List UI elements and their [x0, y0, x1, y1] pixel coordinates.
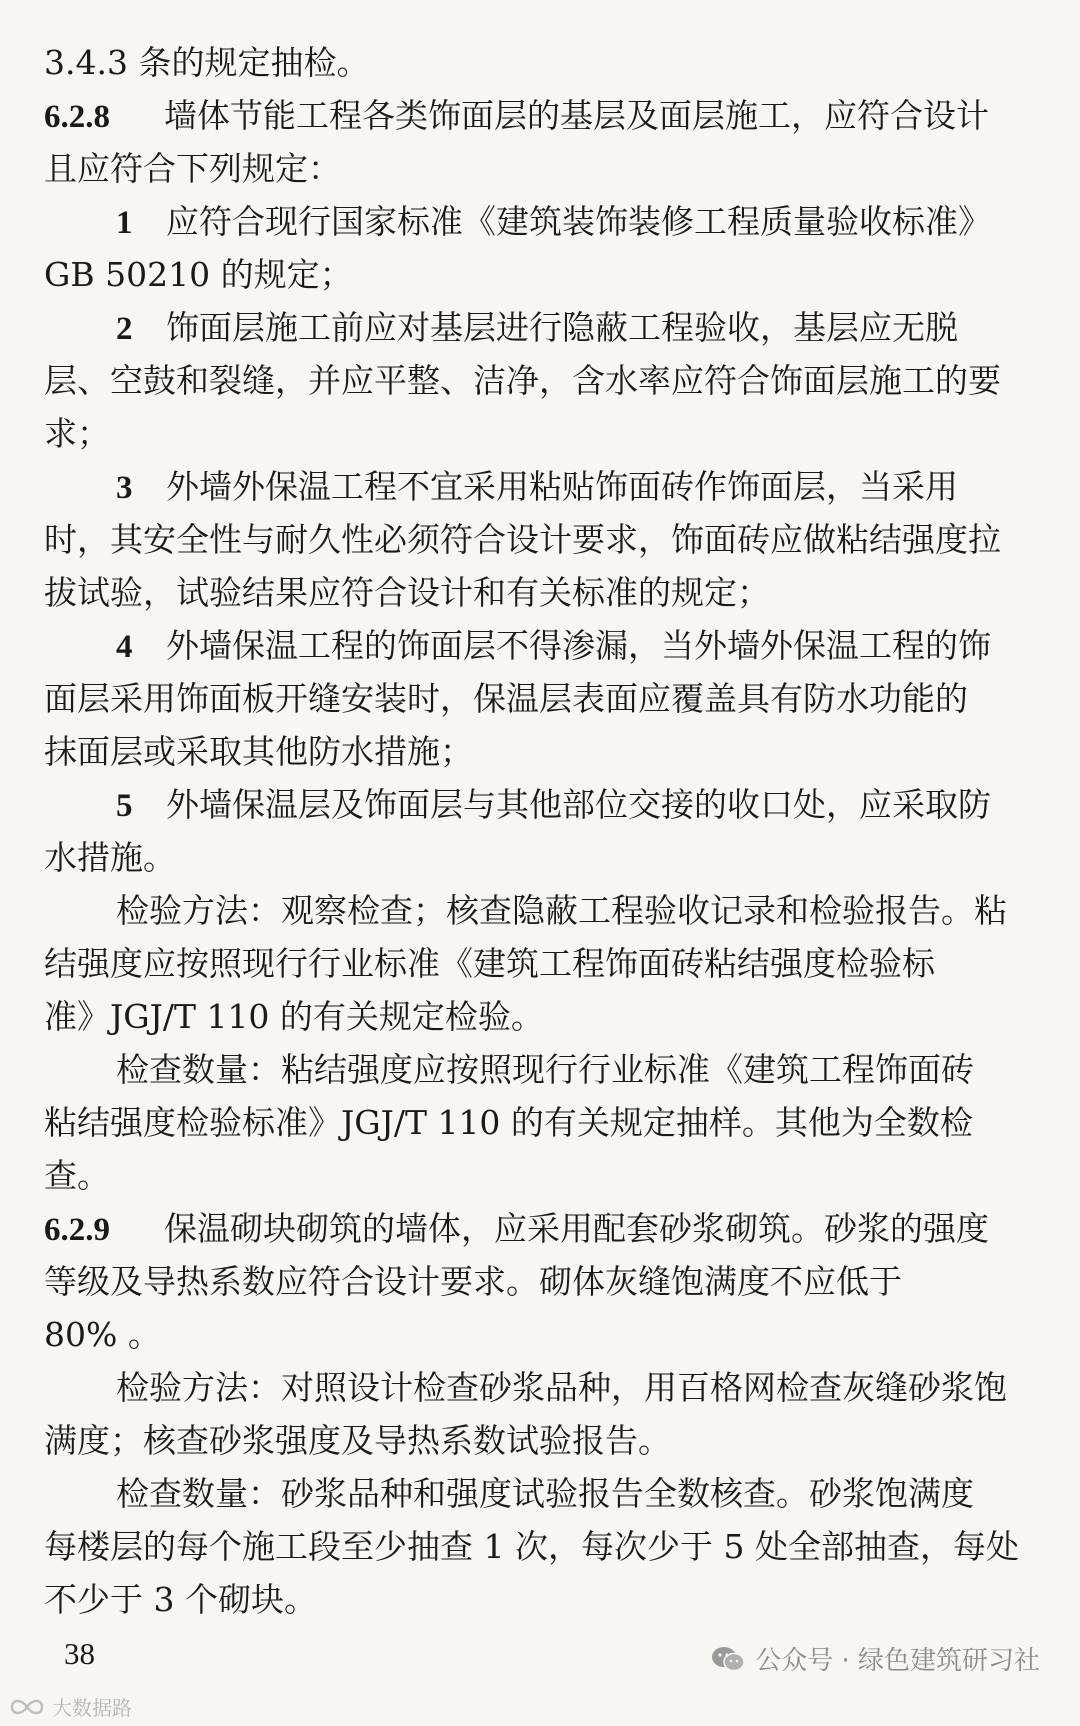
item-number: 2	[116, 311, 133, 347]
line-text: 墙体节能工程各类饰面层的基层及面层施工，应符合设计	[164, 96, 989, 135]
line-text: 检查数量：砂浆品种和强度试验报告全数核查。砂浆饱满度	[116, 1474, 974, 1513]
line-text: 水措施。	[44, 838, 176, 877]
page-number: 38	[64, 1636, 95, 1671]
text-line	[44, 566, 1030, 619]
line-text: 检验方法：观察检查；核查隐蔽工程验收记录和检验报告。粘	[116, 891, 1007, 930]
line-text: GB 50210 的规定；	[44, 255, 353, 294]
text-line	[44, 1149, 1030, 1202]
text-line	[44, 725, 1030, 778]
text-line	[44, 778, 1030, 831]
article-number: 6.2.9	[44, 1212, 110, 1248]
text-line	[44, 354, 1030, 407]
line-text: 层、空鼓和裂缝，并应平整、洁净，含水率应符合饰面层施工的要	[44, 361, 1001, 400]
line-text: 外墙外保温工程不宜采用粘贴饰面砖作饰面层，当采用	[166, 467, 958, 506]
source-watermark	[8, 1692, 132, 1721]
loop-logo-icon	[8, 1695, 46, 1719]
line-text: 抹面层或采取其他防水措施；	[44, 732, 473, 771]
item-number: 4	[116, 629, 133, 665]
text-line	[44, 1467, 1030, 1520]
line-text: 满度；核查砂浆强度及导热系数试验报告。	[44, 1421, 671, 1460]
text-line	[44, 1255, 1030, 1308]
item-number: 3	[116, 470, 133, 506]
text-line	[44, 407, 1030, 460]
text-line	[44, 619, 1030, 672]
text-line	[44, 831, 1030, 884]
text-line	[44, 884, 1030, 937]
text-line	[44, 301, 1030, 354]
text-line	[44, 513, 1030, 566]
line-text: 80% 。	[44, 1315, 161, 1354]
line-text: 等级及导热系数应符合设计要求。砌体灰缝饱满度不应低于	[44, 1262, 902, 1301]
text-line	[44, 672, 1030, 725]
line-text: 准》JGJ/T 110 的有关规定检验。	[44, 997, 544, 1036]
line-text: 求；	[44, 414, 110, 453]
line-text: 查。	[44, 1156, 110, 1195]
text-line	[44, 1043, 1030, 1096]
line-text: 检查数量：粘结强度应按照现行行业标准《建筑工程饰面砖	[116, 1050, 974, 1089]
text-line	[44, 142, 1030, 195]
text-line	[44, 36, 1030, 89]
text-line	[44, 1361, 1030, 1414]
text-line	[44, 1202, 1030, 1255]
text-line	[44, 1414, 1030, 1467]
line-text: 保温砌块砌筑的墙体，应采用配套砂浆砌筑。砂浆的强度	[164, 1209, 989, 1248]
text-line	[44, 195, 1030, 248]
text-line	[44, 460, 1030, 513]
article-number: 6.2.8	[44, 99, 110, 135]
line-text: 饰面层施工前应对基层进行隐蔽工程验收，基层应无脱	[166, 308, 958, 347]
line-text: 每楼层的每个施工段至少抽查 1 次，每次少于 5 处全部抽查，每处	[44, 1527, 1019, 1566]
item-number: 5	[116, 788, 133, 824]
line-text: 粘结强度检验标准》JGJ/T 110 的有关规定抽样。其他为全数检	[44, 1103, 973, 1142]
text-line	[44, 1096, 1030, 1149]
source-watermark-text: 大数据路	[52, 1696, 132, 1720]
line-text: 检验方法：对照设计检查砂浆品种，用百格网检查灰缝砂浆饱	[116, 1368, 1007, 1407]
line-text: 时，其安全性与耐久性必须符合设计要求，饰面砖应做粘结强度拉	[44, 520, 1001, 559]
text-line	[44, 1308, 1030, 1361]
text-line	[44, 937, 1030, 990]
line-text: 应符合现行国家标准《建筑装饰装修工程质量验收标准》	[166, 202, 991, 241]
line-text: 外墙保温层及饰面层与其他部位交接的收口处，应采取防	[166, 785, 991, 824]
text-line	[44, 89, 1030, 142]
wechat-watermark	[711, 1640, 1040, 1677]
line-text: 不少于 3 个砌块。	[44, 1580, 317, 1619]
text-line	[44, 990, 1030, 1043]
line-text: 结强度应按照现行行业标准《建筑工程饰面砖粘结强度检验标	[44, 944, 935, 983]
line-text: 3.4.3 条的规定抽检。	[44, 43, 370, 82]
line-text: 外墙保温工程的饰面层不得渗漏，当外墙外保温工程的饰	[166, 626, 991, 665]
text-line	[44, 1520, 1030, 1573]
body-text	[44, 36, 1030, 1626]
line-text: 面层采用饰面板开缝安装时，保温层表面应覆盖具有防水功能的	[44, 679, 968, 718]
text-line	[44, 1573, 1030, 1626]
wechat-watermark-text: 公众号 · 绿色建筑研习社	[755, 1646, 1040, 1676]
item-number: 1	[116, 205, 133, 241]
line-text: 且应符合下列规定：	[44, 149, 341, 188]
text-line	[44, 248, 1030, 301]
wechat-icon	[711, 1645, 745, 1673]
line-text: 拔试验，试验结果应符合设计和有关标准的规定；	[44, 573, 770, 612]
